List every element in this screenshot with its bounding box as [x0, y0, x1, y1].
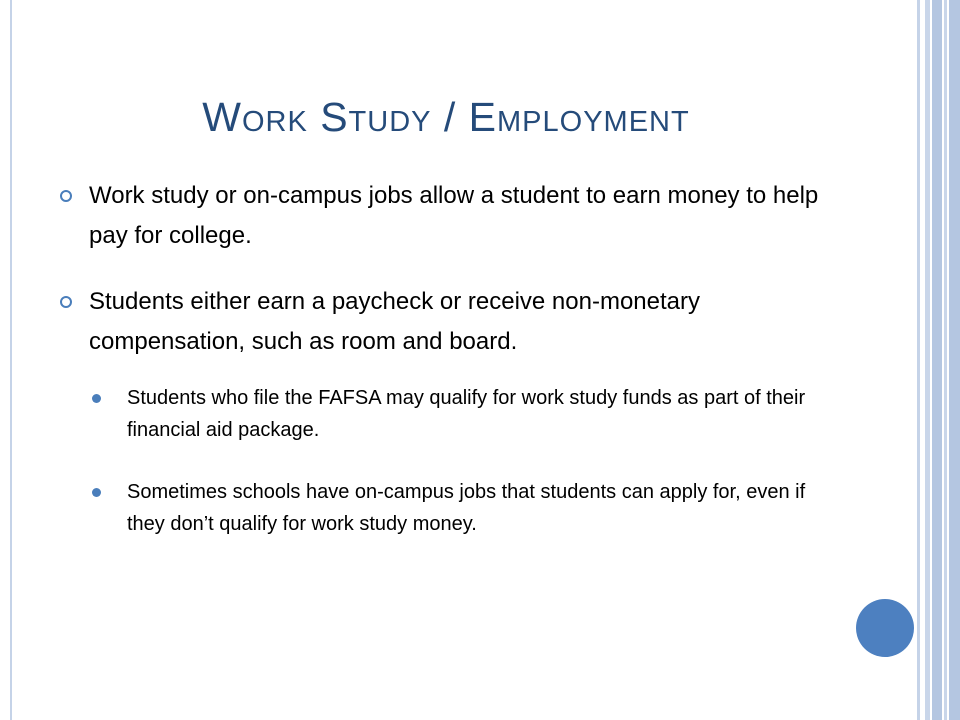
- dot-bullet-icon: [92, 394, 101, 403]
- sub-bullet-item: [92, 382, 827, 446]
- ring-bullet-icon: [60, 190, 72, 202]
- sub-bullet-text: Sometimes schools have on-campus jobs that students can apply for, even if they don’t qualify for work study money.: [127, 481, 806, 535]
- right-frame-line: [917, 0, 920, 720]
- decorative-stripe: [944, 0, 947, 720]
- decorative-stripe: [932, 0, 942, 720]
- bullet-item: [60, 282, 820, 362]
- bullet-item: [60, 176, 820, 256]
- sub-bullet-item: [92, 476, 827, 540]
- sub-bullet-text: Students who file the FAFSA may qualify for work study funds as part of their financial aid package.: [127, 387, 806, 441]
- decorative-circle: [856, 599, 914, 657]
- bullet-text: Work study or on-campus jobs allow a student to earn money to help pay for college.: [89, 182, 819, 249]
- slide-title: Work Study / Employment: [202, 94, 690, 140]
- dot-bullet-icon: [92, 488, 101, 497]
- decorative-stripe: [925, 0, 930, 720]
- decorative-stripe: [949, 0, 960, 720]
- bullet-text: Students either earn a paycheck or receive non-monetary compensation, such as room and board.: [89, 288, 701, 355]
- ring-bullet-icon: [60, 296, 72, 308]
